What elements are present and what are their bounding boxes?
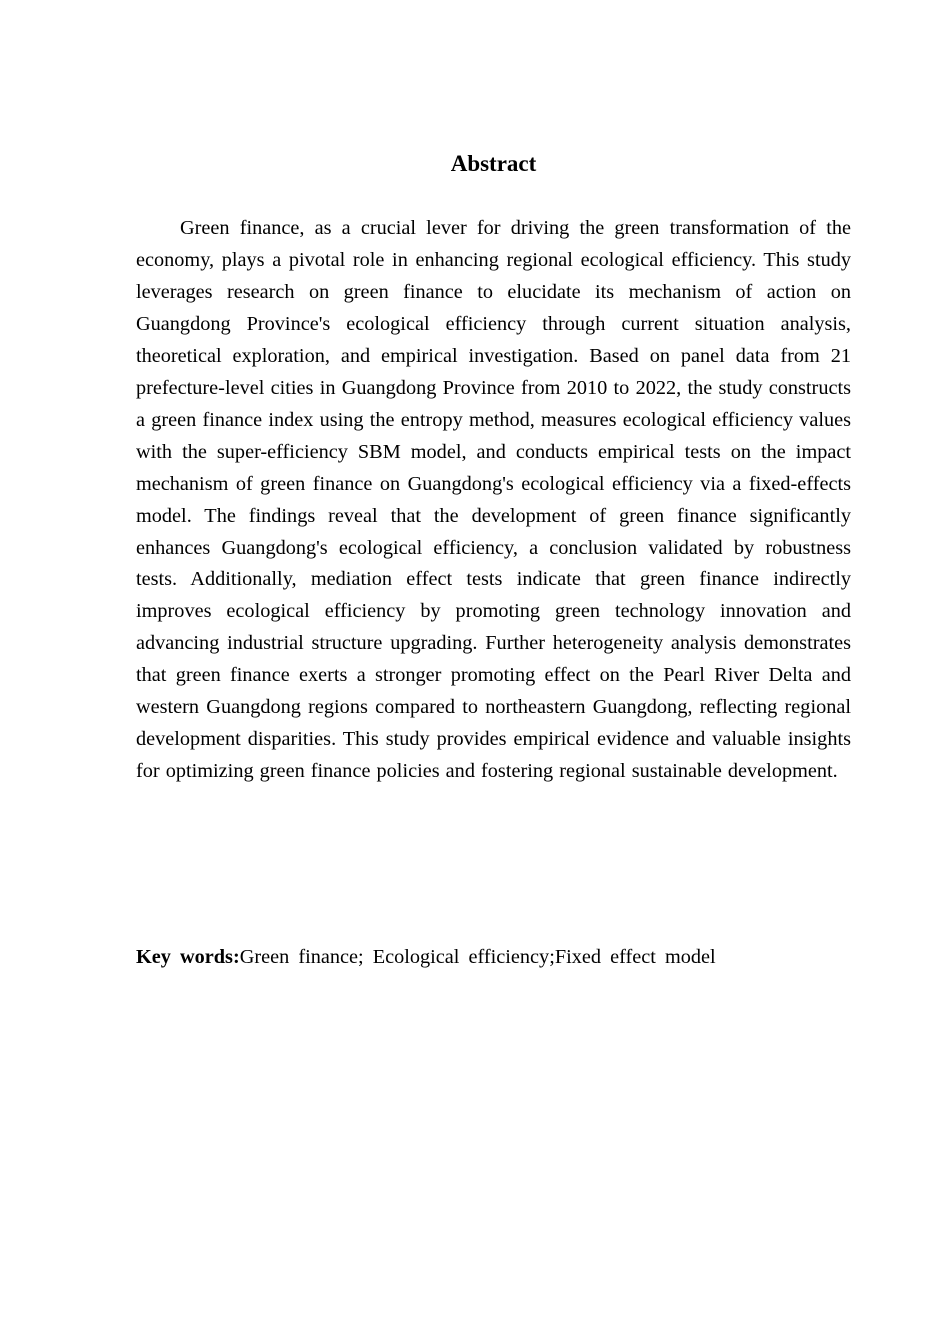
abstract-heading: Abstract	[450, 151, 537, 176]
keywords-line	[136, 941, 851, 973]
abstract-paragraph: Green finance, as a crucial lever for driving the green transformation of the economy, plays a pivotal role in enhancing regional ecological efficiency. This study leverages research on green finance to elucidate its mechanism of action on Guangdong Province's ecological efficiency through current situation analysis, theoretical exploration, and empirical investigation. Based on panel data from 21 prefecture-level cities in Guangdong Province from 2010 to 2022, the study constructs a green finance index using the entropy method, measures ecological efficiency values with the super-efficiency SBM model, and conducts empirical tests on the impact mechanism of green finance on Guangdong's ecological efficiency via a fixed-effects model. The findings reveal that the development of green finance significantly enhances Guangdong's ecological efficiency, a conclusion validated by robustness tests. Additionally, mediation effect tests indicate that green finance indirectly improves ecological efficiency by promoting green technology innovation and advancing industrial structure upgrading. Further heterogeneity analysis demonstrates that green finance exerts a stronger promoting effect on the Pearl River Delta and western Guangdong regions compared to northeastern Guangdong, reflecting regional development disparities. This study provides empirical evidence and valuable insights for optimizing green finance policies and fostering regional sustainable development.	[136, 217, 851, 783]
keywords-text: Green finance; Ecological efficiency;Fixed effect model	[239, 946, 716, 968]
keywords-label: Key words:	[136, 946, 240, 968]
